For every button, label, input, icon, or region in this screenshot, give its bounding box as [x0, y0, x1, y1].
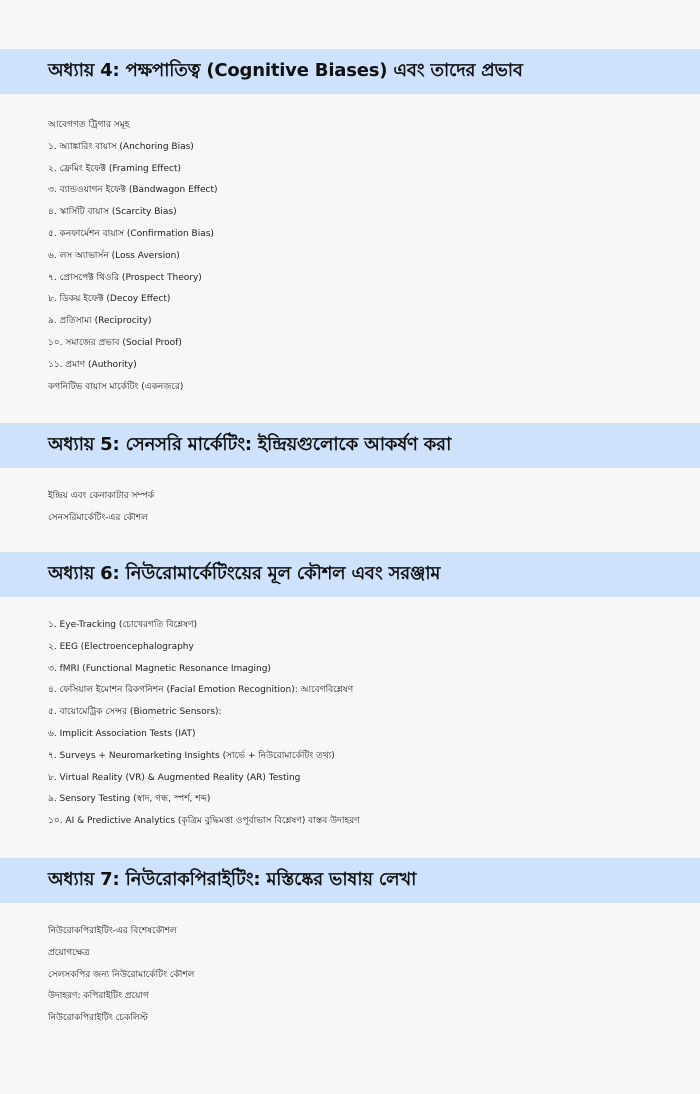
chapter-6-title: অধ্যায় 6: নিউরোমার্কেটিংয়ের মূল কৌশল এবং সরঞ্জাম	[48, 563, 441, 584]
topic-item: ৮. Virtual Reality (VR) & Augmented Reality (AR) Testing	[48, 772, 301, 783]
topic-item: ২. ফ্রেমিং ইফেক্ট (Framing Effect)	[48, 163, 182, 174]
topic-item: ৪. স্কার্সিটি বায়াস (Scarcity Bias)	[48, 207, 177, 218]
topic-item: ১০. সমাজের প্রভাব (Social Proof)	[48, 337, 182, 348]
topic-item: ৬. Implicit Association Tests (IAT)	[48, 728, 196, 739]
chapter-7-header	[0, 858, 700, 903]
chapter-6-section	[0, 552, 700, 833]
chapter-7-section	[0, 858, 700, 1030]
topic-item: ১০. AI & Predictive Analytics (কৃত্রিম বুদ্ধিমত্তা ওপূর্বাভাস বিশ্লেষণ) বাস্তব উদাহরণ	[48, 816, 360, 827]
topic-item: ৬. লস অ্যাভার্সন (Loss Aversion)	[48, 250, 180, 261]
topic-item: ৯. Sensory Testing (স্বাদ, গন্ধ, স্পর্শ, শব্দ)	[48, 794, 211, 805]
topic-item: ৫. কনফার্মেশন বায়াস (Confirmation Bias)	[48, 228, 214, 239]
chapter-5-section	[0, 423, 700, 530]
chapter-4-topic-list	[0, 115, 700, 398]
topic-item: ৫. বায়োমেট্রিক সেন্সর (Biometric Sensors):	[48, 707, 222, 718]
topic-item: নিউরোকপিরাইটিং-এর বিশেষকৌশল	[48, 926, 177, 936]
topic-item: কগনিটিভ বায়াস মার্কেটিং (একনজরে)	[48, 381, 184, 392]
chapter-5-header	[0, 423, 700, 468]
chapter-5-topic-list	[0, 486, 700, 530]
chapter-5-title: অধ্যায় 5: সেনসরি মার্কেটিং: ইন্দ্রিয়গুলোকে আকর্ষণ করা	[48, 434, 452, 455]
topic-item: ৩. ব্যান্ডওয়াগন ইফেক্ট (Bandwagon Effect)	[48, 185, 218, 196]
chapter-4-header	[0, 49, 700, 94]
topic-item: ৮. ডিকয় ইফেক্ট (Decoy Effect)	[48, 294, 171, 305]
topic-item: সেলসকপির জন্য নিউরোমার্কেটিং কৌশল	[48, 969, 195, 980]
topic-item: ১. Eye-Tracking (চোখেরগতি বিশ্লেষণ)	[48, 620, 198, 630]
topic-item: ৭. প্রোসপেক্ট থিওরি (Prospect Theory)	[48, 272, 202, 283]
topic-item: ৪. ফেসিয়াল ইমোশন রিকগনিশন (Facial Emotion Recognition): আবেগবিশ্লেষণ	[48, 685, 354, 696]
chapter-7-title: অধ্যায় 7: নিউরোকপিরাইটিং: মস্তিষ্কের ভাষায় লেখা	[48, 869, 417, 890]
topic-item: ৩. fMRI (Functional Magnetic Resonance Imaging)	[48, 663, 271, 674]
topic-item: নিউরোকপিরাইটিং চেকলিস্ট	[48, 1013, 148, 1024]
topic-item: ১১. প্রমাণ (Authority)	[48, 359, 137, 370]
topic-item: ৯. প্রতিসাম্য (Reciprocity)	[48, 316, 152, 327]
topic-item: ইন্দ্রিয় এবং কেনাকাটার সম্পর্ক	[48, 491, 155, 501]
topic-item: প্রয়োগক্ষেত্র	[48, 947, 90, 958]
chapter-4-section	[0, 49, 700, 398]
topic-item: উদাহরণ: কপিরাইটিং প্রয়োগ	[48, 991, 149, 1002]
chapter-6-header	[0, 552, 700, 597]
chapter-7-topic-list	[0, 921, 700, 1030]
topic-item: ৭. Surveys + Neuromarketing Insights (সার্ভে + নিউরোমার্কেটিং তথ্য)	[48, 750, 335, 761]
topic-item: ২. EEG (Electroencephalography	[48, 641, 194, 652]
topic-item: আবেগগত ট্রিগার সমূহ	[48, 120, 130, 130]
topic-item: ১. অ্যাঙ্কারিং বায়াস (Anchoring Bias)	[48, 141, 194, 152]
chapter-4-title: অধ্যায় 4: পক্ষপাতিত্ব (Cognitive Biases) এবং তাদের প্রভাব	[48, 60, 523, 81]
topic-item: সেনসরিমার্কেটিং-এর কৌশল	[48, 512, 148, 523]
chapter-6-topic-list	[0, 615, 700, 833]
